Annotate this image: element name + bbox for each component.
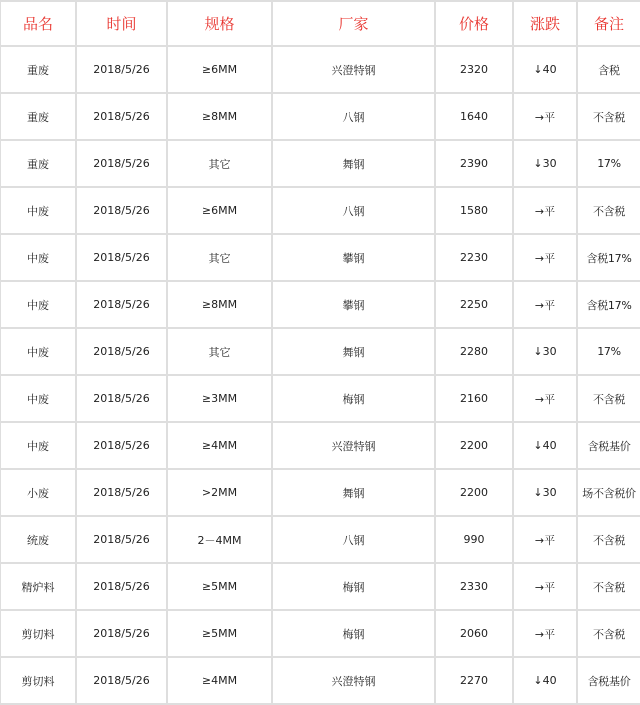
cell-manufacturer: 兴澄特钢 — [272, 422, 435, 469]
cell-manufacturer: 八钢 — [272, 93, 435, 140]
cell-product-name: 精炉料 — [0, 563, 76, 610]
cell-product-name: 小废 — [0, 469, 76, 516]
table-header-row — [0, 1, 640, 46]
cell-time: 2018/5/26 — [76, 281, 167, 328]
header-change: 涨跌 — [513, 1, 577, 46]
cell-spec: 其它 — [167, 234, 272, 281]
table-row — [0, 328, 640, 375]
cell-spec: >2MM — [167, 469, 272, 516]
cell-note: 不含税 — [577, 375, 640, 422]
cell-time: 2018/5/26 — [76, 422, 167, 469]
cell-note: 不含税 — [577, 516, 640, 563]
cell-change: ↓40 — [513, 657, 577, 704]
cell-manufacturer: 攀钢 — [272, 234, 435, 281]
cell-time: 2018/5/26 — [76, 140, 167, 187]
cell-time: 2018/5/26 — [76, 234, 167, 281]
table-row — [0, 93, 640, 140]
cell-note: 含税基价 — [577, 657, 640, 704]
cell-manufacturer: 梅钢 — [272, 610, 435, 657]
cell-manufacturer: 舞钢 — [272, 328, 435, 375]
table-row — [0, 516, 640, 563]
cell-manufacturer: 兴澄特钢 — [272, 657, 435, 704]
cell-price: 2330 — [435, 563, 513, 610]
cell-price: 2320 — [435, 46, 513, 93]
header-manufacturer: 厂家 — [272, 1, 435, 46]
table-row — [0, 563, 640, 610]
cell-price: 2060 — [435, 610, 513, 657]
cell-note: 不含税 — [577, 93, 640, 140]
table-row — [0, 187, 640, 234]
table-body — [0, 46, 640, 704]
cell-note: 不含税 — [577, 187, 640, 234]
cell-change: ↓30 — [513, 328, 577, 375]
cell-spec: ≥4MM — [167, 657, 272, 704]
cell-manufacturer: 八钢 — [272, 516, 435, 563]
cell-spec: ≥5MM — [167, 610, 272, 657]
cell-product-name: 中废 — [0, 234, 76, 281]
cell-product-name: 中废 — [0, 328, 76, 375]
cell-change: →平 — [513, 234, 577, 281]
cell-change: →平 — [513, 187, 577, 234]
header-time: 时间 — [76, 1, 167, 46]
cell-change: →平 — [513, 281, 577, 328]
cell-spec: ≥4MM — [167, 422, 272, 469]
cell-spec: 其它 — [167, 328, 272, 375]
cell-spec: ≥3MM — [167, 375, 272, 422]
table-row — [0, 234, 640, 281]
cell-time: 2018/5/26 — [76, 46, 167, 93]
cell-change: →平 — [513, 563, 577, 610]
table-row — [0, 422, 640, 469]
cell-product-name: 重废 — [0, 46, 76, 93]
cell-spec: ≥6MM — [167, 187, 272, 234]
cell-product-name: 中废 — [0, 422, 76, 469]
cell-change: ↓40 — [513, 46, 577, 93]
table-row — [0, 140, 640, 187]
cell-note: 17% — [577, 328, 640, 375]
cell-note: 17% — [577, 140, 640, 187]
cell-spec: ≥6MM — [167, 46, 272, 93]
cell-product-name: 重废 — [0, 140, 76, 187]
cell-manufacturer: 梅钢 — [272, 375, 435, 422]
header-note: 备注 — [577, 1, 640, 46]
cell-time: 2018/5/26 — [76, 93, 167, 140]
cell-time: 2018/5/26 — [76, 516, 167, 563]
table-row — [0, 469, 640, 516]
cell-time: 2018/5/26 — [76, 469, 167, 516]
cell-time: 2018/5/26 — [76, 610, 167, 657]
cell-price: 2160 — [435, 375, 513, 422]
cell-product-name: 剪切料 — [0, 657, 76, 704]
cell-price: 1640 — [435, 93, 513, 140]
cell-change: ↓30 — [513, 140, 577, 187]
cell-product-name: 剪切料 — [0, 610, 76, 657]
cell-price: 2200 — [435, 469, 513, 516]
header-spec: 规格 — [167, 1, 272, 46]
cell-manufacturer: 兴澄特钢 — [272, 46, 435, 93]
cell-price: 2280 — [435, 328, 513, 375]
cell-price: 2270 — [435, 657, 513, 704]
cell-change: →平 — [513, 93, 577, 140]
table-row — [0, 281, 640, 328]
table-row — [0, 610, 640, 657]
cell-note: 不含税 — [577, 563, 640, 610]
cell-time: 2018/5/26 — [76, 328, 167, 375]
cell-price: 2200 — [435, 422, 513, 469]
cell-change: →平 — [513, 375, 577, 422]
table-row — [0, 657, 640, 704]
table-row — [0, 46, 640, 93]
cell-time: 2018/5/26 — [76, 375, 167, 422]
cell-spec: 其它 — [167, 140, 272, 187]
cell-note: 含税17% — [577, 281, 640, 328]
cell-change: →平 — [513, 610, 577, 657]
cell-manufacturer: 攀钢 — [272, 281, 435, 328]
header-price: 价格 — [435, 1, 513, 46]
cell-price: 2250 — [435, 281, 513, 328]
cell-product-name: 中废 — [0, 375, 76, 422]
cell-price: 1580 — [435, 187, 513, 234]
cell-price: 2390 — [435, 140, 513, 187]
cell-product-name: 中废 — [0, 281, 76, 328]
cell-manufacturer: 舞钢 — [272, 469, 435, 516]
cell-spec: ≥5MM — [167, 563, 272, 610]
cell-change: ↓40 — [513, 422, 577, 469]
cell-change: ↓30 — [513, 469, 577, 516]
cell-time: 2018/5/26 — [76, 187, 167, 234]
cell-note: 含税 — [577, 46, 640, 93]
cell-product-name: 重废 — [0, 93, 76, 140]
cell-note: 不含税 — [577, 610, 640, 657]
cell-manufacturer: 八钢 — [272, 187, 435, 234]
cell-spec: 2－4MM — [167, 516, 272, 563]
table-row — [0, 375, 640, 422]
cell-spec: ≥8MM — [167, 281, 272, 328]
cell-note: 含税基价 — [577, 422, 640, 469]
cell-manufacturer: 舞钢 — [272, 140, 435, 187]
cell-product-name: 中废 — [0, 187, 76, 234]
header-product-name: 品名 — [0, 1, 76, 46]
cell-note: 含税17% — [577, 234, 640, 281]
cell-manufacturer: 梅钢 — [272, 563, 435, 610]
cell-price: 2230 — [435, 234, 513, 281]
cell-time: 2018/5/26 — [76, 563, 167, 610]
cell-spec: ≥8MM — [167, 93, 272, 140]
cell-note: 场不含税价 — [577, 469, 640, 516]
cell-change: →平 — [513, 516, 577, 563]
cell-product-name: 统废 — [0, 516, 76, 563]
cell-time: 2018/5/26 — [76, 657, 167, 704]
cell-price: 990 — [435, 516, 513, 563]
